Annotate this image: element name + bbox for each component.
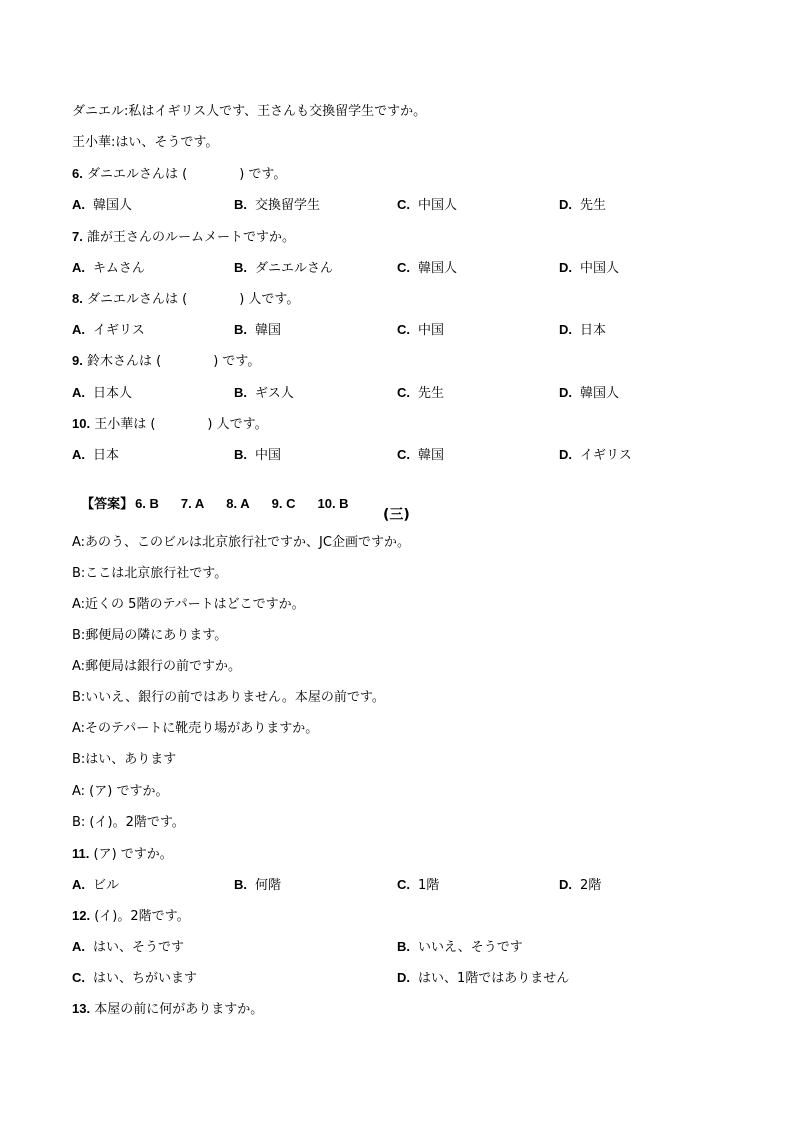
option-d: D. 中国人 (559, 260, 620, 276)
answer-label: 【答案】 (81, 497, 134, 512)
option-b: B. 何階 (234, 877, 282, 893)
question-12-stem (72, 907, 190, 926)
question-text: (ア) ですか。 (93, 847, 173, 862)
answer-item: 8. A (226, 496, 250, 511)
question-9-stem (72, 352, 260, 371)
question-number: 11. (72, 846, 90, 861)
option-c: C. 韓国 (397, 447, 445, 463)
dialogue-line: B:いいえ、銀行の前ではありません。本屋の前です。 (72, 690, 385, 705)
option-c: C. 先生 (397, 385, 445, 401)
option-b: B. ダニエルさん (234, 260, 334, 276)
question-13-stem (72, 1000, 263, 1019)
question-10-stem (72, 415, 268, 434)
dialogue-line: B:ここは北京旅行社です。 (72, 566, 228, 581)
option-a: A. はい、そうです (72, 939, 185, 955)
question-number: 12. (72, 908, 91, 923)
question-number: 9. (72, 353, 83, 368)
option-b: B. 交換留学生 (234, 197, 321, 213)
answer-key (72, 477, 371, 514)
option-a: A. 日本人 (72, 385, 133, 401)
answer-item: 6. B (135, 496, 159, 511)
question-text: ダニエルさんは ( ) 人です。 (86, 292, 300, 307)
dialogue-line: 王小華:はい、そうです。 (72, 135, 219, 150)
option-d: D. 日本 (559, 322, 607, 338)
question-7-stem (72, 228, 295, 247)
option-a: A. 韓国人 (72, 197, 133, 213)
question-6-options (72, 196, 722, 214)
question-8-stem (72, 290, 299, 309)
dialogue-line: B: (イ)。2階です。 (72, 815, 185, 830)
question-number: 13. (72, 1001, 91, 1016)
option-a: A. キムさん (72, 260, 145, 276)
question-text: 誰が王さんのルームメートですか。 (86, 230, 295, 245)
option-c: C. 中国 (397, 322, 445, 338)
option-b: B. いいえ、そうです (397, 939, 523, 955)
question-6-stem (72, 165, 286, 184)
question-text: 王小華は ( ) 人です。 (94, 417, 268, 432)
dialogue-line: A:近くの 5階のテパートはどこですか。 (72, 597, 305, 612)
dialogue-line: ダニエル:私はイギリス人です、王さんも交換留学生ですか。 (72, 104, 427, 119)
question-text: 本屋の前に何がありますか。 (94, 1002, 264, 1017)
question-text: 鈴木さんは ( ) です。 (86, 354, 261, 369)
answer-item: 10. B (317, 496, 349, 511)
option-d: D. 2階 (559, 877, 602, 893)
dialogue-line: B:はい、あります (72, 752, 177, 767)
question-text: ダニエルさんは ( ) です。 (86, 167, 287, 182)
option-b: B. 中国 (234, 447, 282, 463)
option-d: D. はい、1階ではありません (397, 970, 570, 986)
option-a: A. 日本 (72, 447, 120, 463)
dialogue-line: A: (ア) ですか。 (72, 784, 169, 799)
option-c: C. 中国人 (397, 197, 458, 213)
option-d: D. イギリス (559, 447, 632, 463)
question-number: 10. (72, 416, 91, 431)
option-a: A. ビル (72, 877, 120, 893)
question-12-options-row1 (72, 938, 722, 956)
question-7-options (72, 259, 722, 277)
dialogue-line: A:あのう、このビルは北京旅行社ですか、JC企画ですか。 (72, 535, 410, 550)
option-a: A. イギリス (72, 322, 145, 338)
dialogue-line: B:郵便局の隣にあります。 (72, 628, 228, 643)
question-number: 7. (72, 229, 83, 244)
answer-item: 9. C (271, 496, 296, 511)
option-c: C. はい、ちがいます (72, 970, 198, 986)
answer-item: 7. A (180, 496, 205, 511)
question-12-options-row2 (72, 969, 722, 987)
question-number: 8. (72, 291, 83, 306)
question-9-options (72, 384, 722, 402)
option-b: B. ギス人 (234, 385, 294, 401)
question-number: 6. (72, 166, 83, 181)
section-title: (三) (383, 507, 410, 523)
option-c: C. 韓国人 (397, 260, 458, 276)
dialogue-line: A:そのテパートに靴売り場がありますか。 (72, 721, 319, 736)
question-text: (イ)。2階です。 (94, 909, 190, 924)
question-8-options (72, 321, 722, 339)
question-11-options (72, 876, 722, 894)
question-11-stem (72, 845, 173, 864)
option-d: D. 韓国人 (559, 385, 620, 401)
option-c: C. 1階 (397, 877, 440, 893)
option-b: B. 韓国 (234, 322, 282, 338)
dialogue-line: A:郵便局は銀行の前ですか。 (72, 659, 242, 674)
question-10-options (72, 446, 722, 464)
option-d: D. 先生 (559, 197, 607, 213)
